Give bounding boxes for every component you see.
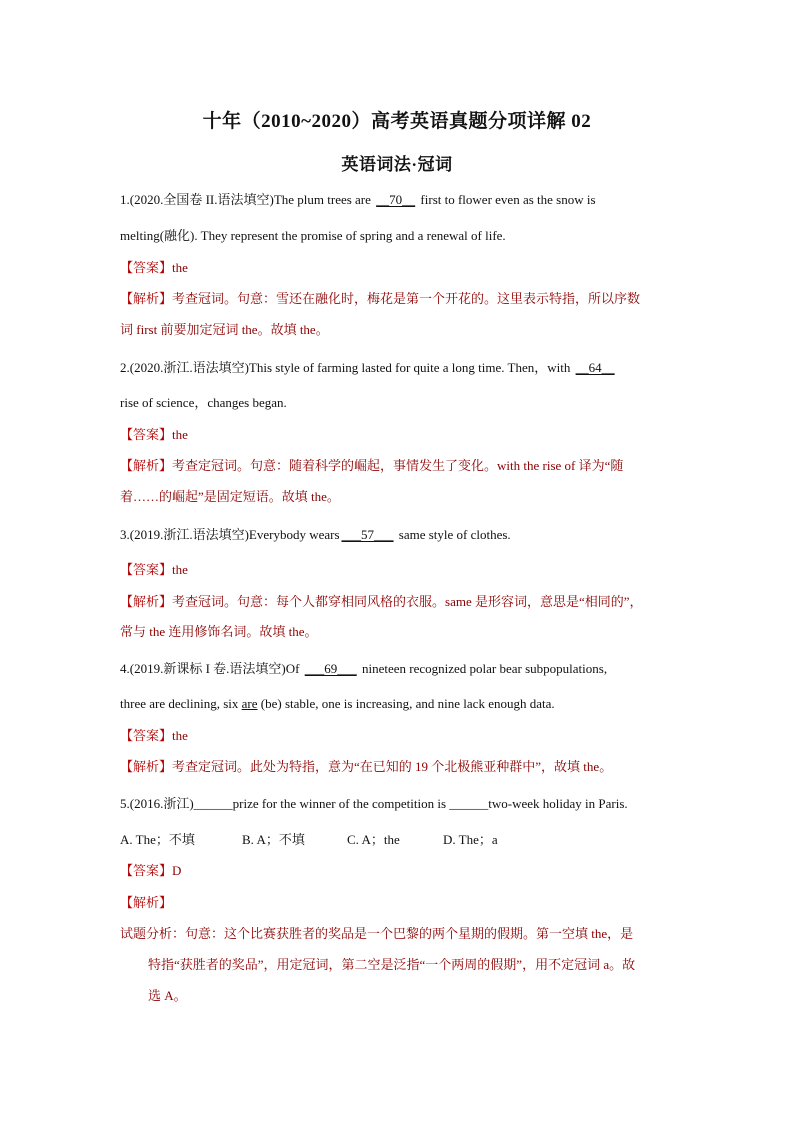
q3-stem xyxy=(120,526,511,544)
q5-stem xyxy=(120,795,628,813)
analysis-label: 【解析】 xyxy=(120,458,173,473)
analysis-label: 【解析】 xyxy=(120,759,173,774)
q5-analysis-label xyxy=(120,894,172,912)
q1-analysis-b: 雪还在融化时，梅花是第一个开花的。这里表示特指，所以序数 xyxy=(276,291,641,306)
q1-stem xyxy=(120,191,596,209)
q5-answer xyxy=(120,862,181,880)
q5-analysis-l1: 句意：这个比赛获胜者的奖品是一个巴黎的两个星期的假期。第一空填 the，是 xyxy=(185,926,634,941)
q1-analysis-line2 xyxy=(120,321,329,339)
q5-analysis-l2: 特指“获胜者的奖品”，用定冠词，第二空是泛指“一个两周的假期”，用不定冠词 a。故 xyxy=(148,957,636,972)
q3-blank: ___57___ xyxy=(341,527,394,542)
q4-answer xyxy=(120,727,188,745)
answer-label: 【答案】 xyxy=(120,427,173,442)
q4-line2-b: (be) stable, one is increasing, and nine lack enough data. xyxy=(257,696,555,711)
analysis-label: 【解析】 xyxy=(120,594,173,609)
q5-options xyxy=(120,831,498,849)
q1-analysis-l2: 词 first 前要加定冠词 the。故填 the。 xyxy=(120,322,329,337)
q5-option-d: D. The；a xyxy=(443,832,498,847)
q3-rest: same style of clothes. xyxy=(395,527,511,542)
q2-prefix: 2.(2020.浙江.语法填空)This style of farming lasted for quite a long time. Then，with xyxy=(120,360,574,375)
q3-answer xyxy=(120,561,188,579)
q5-prefix: 5.(2016.浙江) xyxy=(120,796,194,811)
q5-mid: prize for the winner of the competition is xyxy=(232,796,450,811)
q1-rest: first to flower even as the snow is xyxy=(417,192,596,207)
q2-analysis-l2: 着……的崛起”是固定短语。故填 the。 xyxy=(120,489,340,504)
answer-label: 【答案】 xyxy=(120,562,173,577)
q5-analysis-line3 xyxy=(148,987,187,1005)
page-subtitle: 英语词法·冠词 xyxy=(341,155,453,174)
q1-blank: __70__ xyxy=(376,192,416,207)
q5-analysis xyxy=(120,925,633,943)
q5-blank1: ______ xyxy=(193,796,233,811)
q5-analysis-l3: 选 A。 xyxy=(148,988,187,1003)
answer-label: 【答案】 xyxy=(120,728,173,743)
q5-analysis-head: 试题分析： xyxy=(120,926,186,941)
page-title: 十年（2010~2020）高考英语真题分项详解 02 xyxy=(202,111,592,132)
q3-analysis-l2: 常与 the 连用修饰名词。故填 the。 xyxy=(120,624,318,639)
answer-label: 【答案】 xyxy=(120,863,173,878)
q4-line2-a: three are declining, six xyxy=(120,696,242,711)
analysis-label: 【解析】 xyxy=(120,895,173,910)
q4-prefix: 4.(2019.新课标 I 卷.语法填空)Of xyxy=(120,661,303,676)
q2-answer xyxy=(120,426,188,444)
q4-underlined-word: are xyxy=(241,696,258,711)
q4-stem xyxy=(120,660,607,678)
q2-analysis-l1: 考查定冠词。句意：随着科学的崛起，事情发生了变化。with the rise of 译为“随 xyxy=(172,458,624,473)
q5-option-b: B. A；不填 xyxy=(242,832,305,847)
q4-answer-value: the xyxy=(172,728,188,743)
q3-answer-value: the xyxy=(172,562,188,577)
q4-analysis xyxy=(120,758,612,776)
q2-answer-value: the xyxy=(172,427,188,442)
q5-analysis-line2 xyxy=(148,956,635,974)
q1-analysis-a: 考查冠词。句意： xyxy=(172,291,277,306)
q1-answer-value: the xyxy=(172,260,188,275)
q2-blank: __64__ xyxy=(575,360,615,375)
q5-option-c: C. A；the xyxy=(347,832,400,847)
q5-answer-value: D xyxy=(172,863,182,878)
q5-option-a: A. The；不填 xyxy=(120,832,195,847)
q2-analysis xyxy=(120,457,623,475)
q2-stem xyxy=(120,359,617,377)
analysis-label: 【解析】 xyxy=(120,291,173,306)
q3-prefix: 3.(2019.浙江.语法填空)Everybody wears xyxy=(120,527,340,542)
q1-prefix: 1.(2020.全国卷 II.语法填空)The plum trees are xyxy=(120,192,375,207)
q4-stem-line2 xyxy=(120,695,555,713)
q5-rest: two-week holiday in Paris. xyxy=(488,796,628,811)
q1-analysis xyxy=(120,290,640,308)
q4-analysis-l1: 考查定冠词。此处为特指，意为“在已知的 19 个北极熊亚种群中”，故填 the。 xyxy=(172,759,613,774)
q5-blank2: ______ xyxy=(449,796,489,811)
q4-blank: ___69___ xyxy=(304,661,357,676)
q1-stem-line2: melting(融化). They represent the promise of spring and a renewal of life. xyxy=(120,228,506,243)
q2-stem-line2: rise of science，changes began. xyxy=(120,395,287,410)
q3-analysis-l1: 考查冠词。句意：每个人都穿相同风格的衣服。same 是形容词，意思是“相同的”， xyxy=(172,594,643,609)
q3-analysis-line2 xyxy=(120,623,318,641)
q2-analysis-line2 xyxy=(120,488,340,506)
answer-label: 【答案】 xyxy=(120,260,173,275)
q4-rest: nineteen recognized polar bear subpopulations, xyxy=(358,661,608,676)
q3-analysis xyxy=(120,593,643,611)
q1-answer xyxy=(120,259,188,277)
